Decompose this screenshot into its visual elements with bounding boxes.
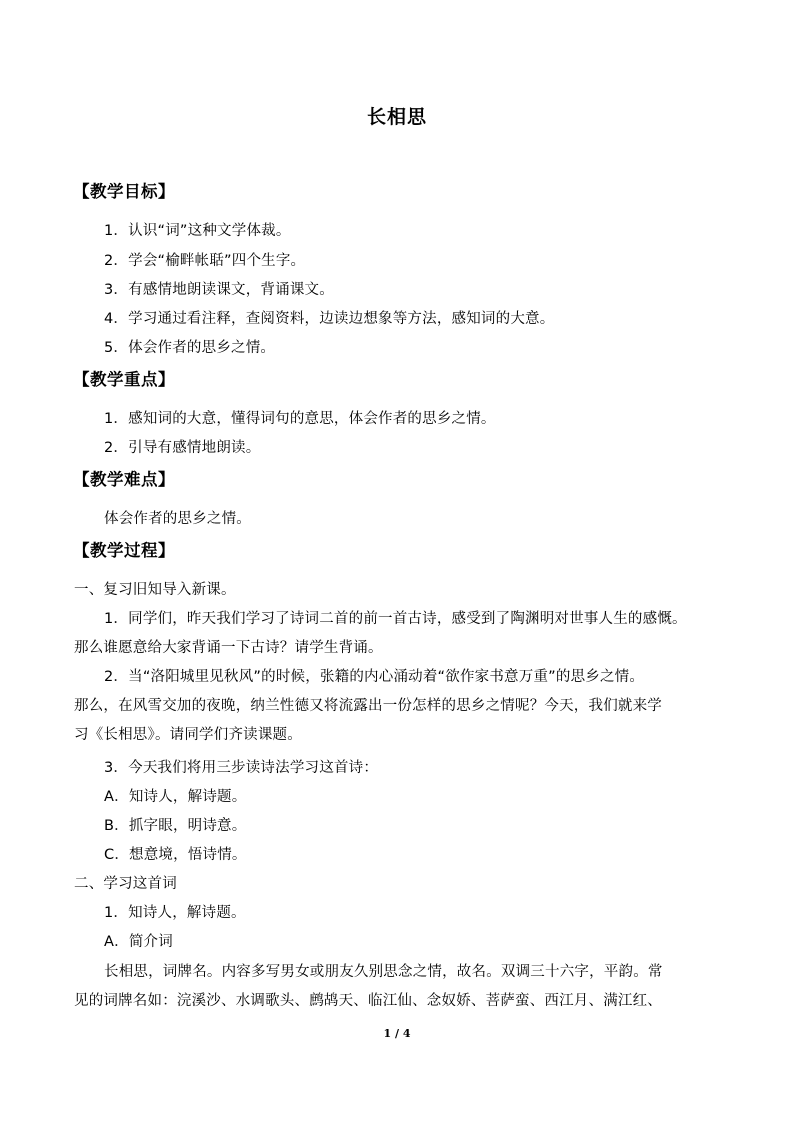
objective-item: 5．体会作者的思乡之情。 [104, 340, 276, 356]
objective-item: 3．有感情地朗读课文，背诵课文。 [104, 282, 334, 298]
document-title: 长相思 [366, 106, 427, 128]
process-paragraph-line: 见的词牌名如：浣溪沙、水调歌头、鹧鸪天、临江仙、念奴娇、菩萨蛮、西江月、满江红、 [74, 993, 662, 1009]
process-paragraph-line: 长相思，词牌名。内容多写男女或朋友久别思念之情，故名。双调三十六字，平韵。常 [104, 964, 663, 980]
process-list-item: B．抓字眼，明诗意。 [104, 818, 247, 834]
objective-item: 2．学会“榆畔帐聒”四个生字。 [104, 253, 306, 269]
section-heading-difficulties: 【教学难点】 [73, 470, 175, 489]
process-list-item: C．想意境，悟诗情。 [104, 847, 247, 863]
section-heading-key-points: 【教学重点】 [73, 370, 175, 389]
process-paragraph-line: 3．今天我们将用三步读诗法学习这首诗： [104, 760, 379, 776]
process-section-title: 二、学习这首词 [74, 876, 177, 892]
page-number: 1 / 4 [383, 1027, 411, 1040]
objective-item: 4．学习通过看注释，查阅资料，边读边想象等方法，感知词的大意。 [104, 311, 555, 327]
process-paragraph-line: 那么谁愿意给大家背诵一下古诗？请学生背诵。 [74, 640, 383, 656]
process-paragraph-line: 1．同学们，昨天我们学习了诗词二首的前一首古诗，感受到了陶渊明对世事人生的感慨。 [104, 611, 687, 627]
key-point-item: 2．引导有感情地朗读。 [104, 440, 261, 456]
section-heading-process: 【教学过程】 [73, 541, 175, 560]
objective-item: 1．认识“词”这种文学体裁。 [104, 223, 291, 239]
key-point-item: 1．感知词的大意，懂得词句的意思，体会作者的思乡之情。 [104, 411, 496, 427]
process-paragraph-line: 2．当“洛阳城里见秋风”的时候，张籍的内心涌动着“欲作家书意万重”的思乡之情。 [104, 669, 645, 685]
process-list-item: A．简介词 [104, 934, 173, 950]
process-section-title: 一、复习旧知导入新课。 [74, 582, 236, 598]
process-paragraph-line: 那么，在风雪交加的夜晚，纳兰性德又将流露出一份怎样的思乡之情呢？今天，我们就来学 [74, 698, 662, 714]
difficulty-item: 体会作者的思乡之情。 [104, 511, 251, 527]
process-paragraph-line: 习《长相思》。请同学们齐读课题。 [74, 727, 302, 743]
section-heading-objectives: 【教学目标】 [73, 182, 175, 201]
process-list-item: A．知诗人，解诗题。 [104, 789, 247, 805]
process-paragraph-line: 1．知诗人，解诗题。 [104, 905, 246, 921]
